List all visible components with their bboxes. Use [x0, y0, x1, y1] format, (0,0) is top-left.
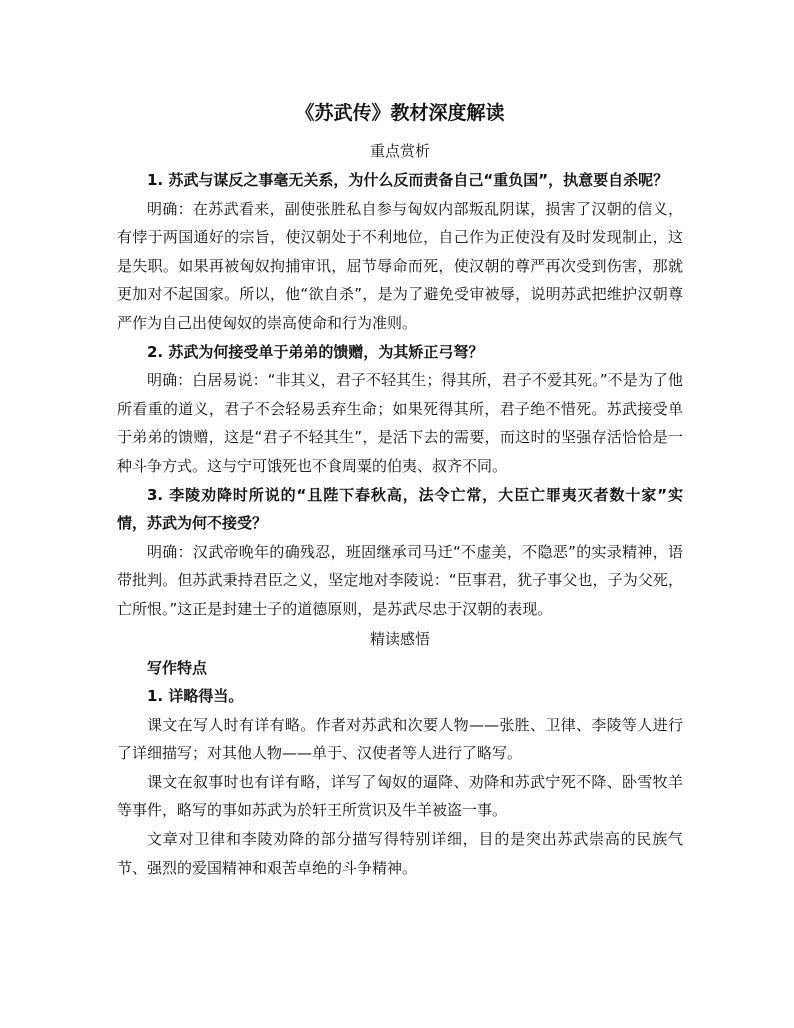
question-1: 1. 苏武与谋反之事毫无关系，为什么反而责备自己“重负国”，执意要自杀呢？	[147, 171, 669, 189]
subheading-writing-features: 写作特点	[147, 658, 208, 677]
paragraph-narration: 课文在叙事时也有详有略，详写了匈奴的逼降、劝降和苏武宁死不降、卧雪牧羊等事件，略写的事如苏武为於轩王所赏识及牛羊被盗一事。	[117, 772, 683, 820]
answer-1: 明确：在苏武看来，副使张胜私自参与匈奴内部叛乱阴谋，损害了汉朝的信义，有悖于两国通好的宗旨，使汉朝处于不利地位，自己作为正使没有及时发现制止，这是失职。如果再被匈奴拘捕审讯，屈节辱命而死，使汉朝的尊严再次受到伤害，那就更加对不起国家。所以，他“欲自杀”，是为了避免受审被辱，说明苏武把维护汉朝尊严作为自己出使匈奴的崇高使命和行为准则。	[117, 199, 683, 332]
answer-3: 明确：汉武帝晚年的确残忍，班固继承司马迁“不虚美，不隐恶”的实录精神，语带批判。但苏武秉持君臣之义，坚定地对李陵说：“臣事君，犹子事父也，子为父死，亡所恨。”这正是封建士子的道德原则，是苏武尽忠于汉朝的表现。	[117, 542, 683, 618]
subheading-detail-balance: 1. 详略得当。	[147, 687, 244, 706]
question-3: 3. 李陵劝降时所说的“且陛下春秋高，法令亡常，大臣亡罪夷灭者数十家”实情，苏武为何不接受？	[117, 485, 683, 533]
document-body	[117, 96, 683, 882]
paragraph-characters: 课文在写人时有详有略。作者对苏武和次要人物——张胜、卫律、李陵等人进行了详细描写；对其他人物——单于、汉使者等人进行了略写。	[117, 715, 683, 763]
page-title: 《苏武传》教材深度解读	[295, 102, 505, 124]
paragraph-purpose: 文章对卫律和李陵劝降的部分描写得特别详细，目的是突出苏武崇高的民族气节、强烈的爱国精神和艰苦卓绝的斗争精神。	[117, 830, 683, 877]
section-heading-key-analysis: 重点赏析	[369, 142, 430, 160]
question-2: 2. 苏武为何接受单于弟弟的馈赠，为其矫正弓弩？	[147, 342, 484, 361]
answer-2: 明确：白居易说：“非其义，君子不轻其生；得其所，君子不爱其死。”不是为了他所看重的道义，君子不会轻易丢弃生命；如果死得其所，君子绝不惜死。苏武接受单于弟弟的馈赠，这是“君子不轻其生”，是活下去的需要，而这时的坚强存活恰恰是一种斗争方式。这与宁可饿死也不食周粟的伯夷、叔齐不同。	[117, 371, 683, 475]
section-heading-close-reading: 精读感悟	[369, 629, 430, 648]
